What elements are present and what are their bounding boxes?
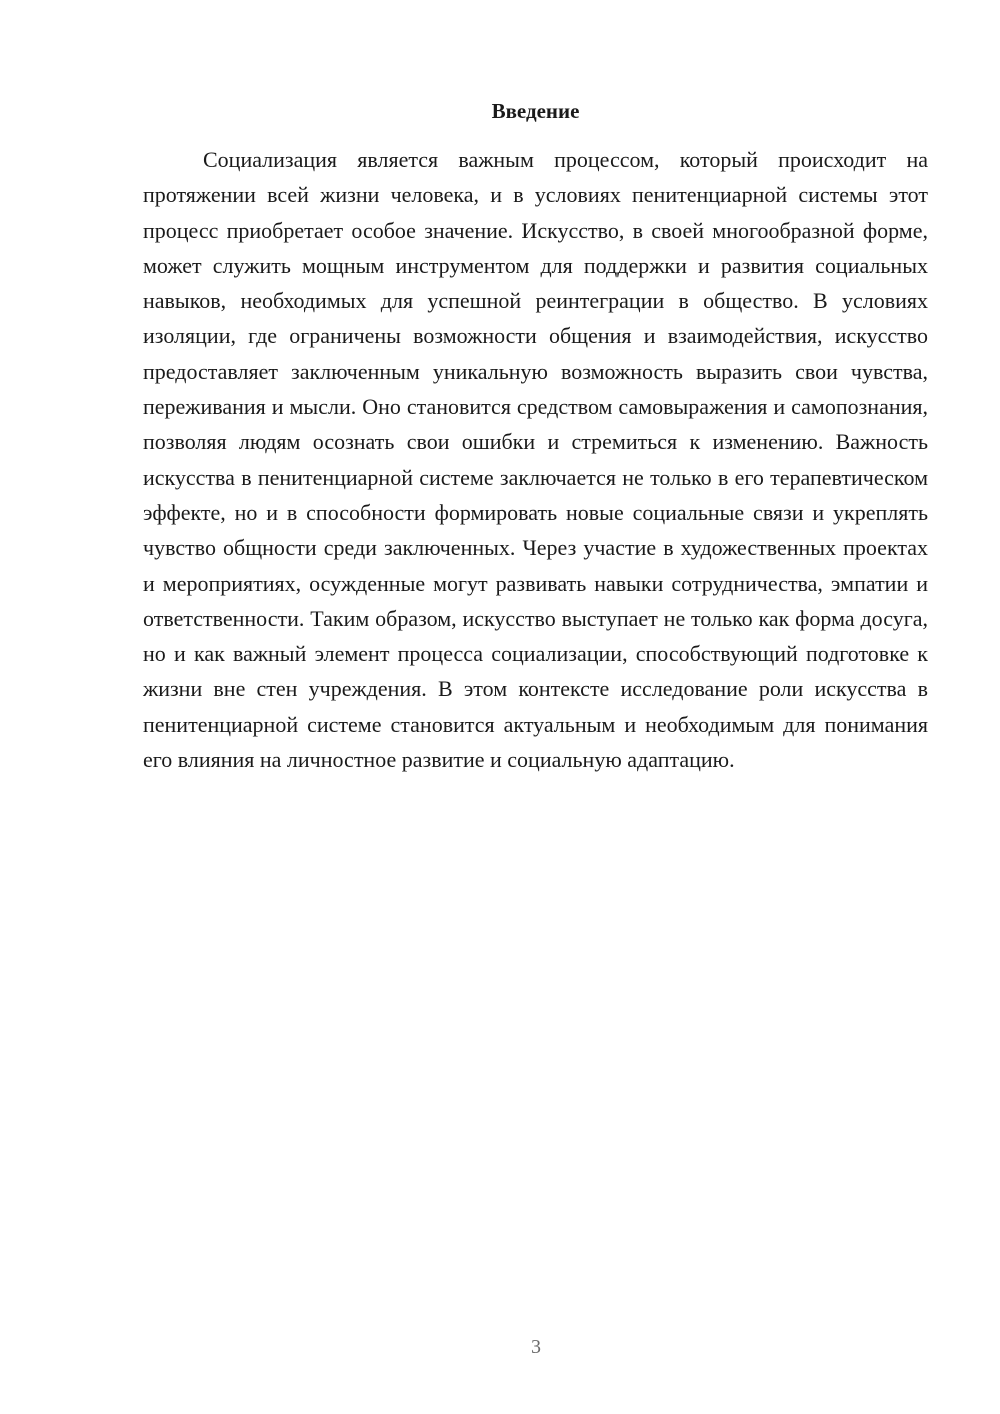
page-number: 3	[531, 1336, 541, 1358]
body-paragraph: Социализация является важным процессом, который происходит на протяжении всей жизни человека, и в условиях пенитенциарной системы этот процесс приобретает особое значение. Искусство, в своей многообразной форме, может служить мощным инструментом для поддержки и развития социальных навыков, необходимых для успешной реинтеграции в общество. В условиях изоляции, где ограничены возможности общения и взаимодействия, искусство предоставляет заключенным уникальную возможность выразить свои чувства, переживания и мысли. Оно становится средством самовыражения и самопознания, позволяя людям осознать свои ошибки и стремиться к изменению. Важность искусства в пенитенциарной системе заключается не только в его терапевтическом эффекте, но и в способности формировать новые социальные связи и укреплять чувство общности среди заключенных. Через участие в художественных проектах и мероприятиях, осужденные могут развивать навыки сотрудничества, эмпатии и ответственности. Таким образом, искусство выступает не только как форма досуга, но и как важный элемент процесса социализации, способствующий подготовке к жизни вне стен учреждения. В этом контексте исследование роли искусства в пенитенциарной системе становится актуальным и необходимым для понимания его влияния на личностное развитие и социальную адаптацию.	[143, 147, 928, 773]
section-title: Введение	[491, 99, 580, 123]
